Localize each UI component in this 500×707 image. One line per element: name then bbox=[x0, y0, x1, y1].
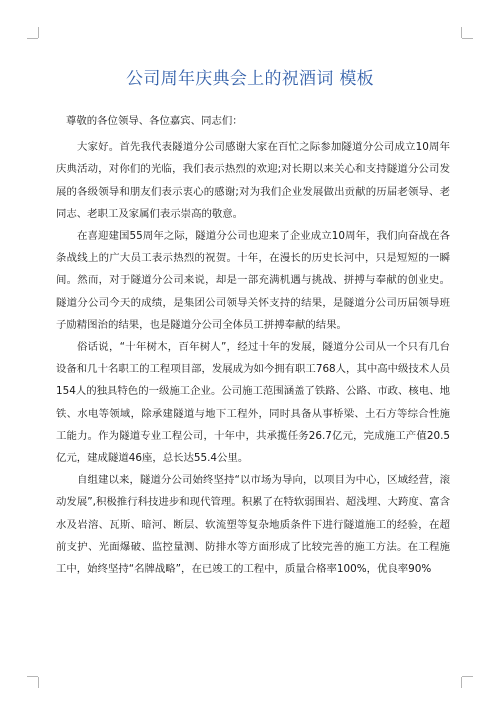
crop-mark-bottom-left-v bbox=[38, 677, 39, 688]
document-title: 公司周年庆典会上的祝酒词 模板 bbox=[126, 69, 374, 89]
crop-mark-top-right-h bbox=[462, 38, 473, 39]
crop-mark-top-left-v bbox=[38, 27, 39, 38]
crop-mark-top-left-h bbox=[27, 38, 38, 39]
crop-mark-top-right-v bbox=[461, 27, 462, 38]
document-body bbox=[56, 110, 450, 580]
crop-mark-bottom-right-h bbox=[462, 676, 473, 677]
greeting-line: 尊敬的各位领导、各位嘉宾、同志们： bbox=[66, 115, 243, 127]
crop-mark-bottom-left-h bbox=[27, 676, 38, 677]
paragraph-4: 自组建以来，隧道分公司始终坚持“以市场为导向，以项目为中心，区域经营，滚动发展”,积极推行科技进步和现代管理。积累了在特软弱围岩、超浅埋、大跨度、富含水及岩溶、瓦斯、暗河、断层、软流塑等复杂地质条件下进行隧道施工的经验，在超前支护、光面爆破、监控量测、防排水等方面形成了比较完善的施工方法。在工程施工中，始终坚持“名牌战略”，在已竣工的工程中，质量合格率100%，优良率90% bbox=[56, 474, 450, 576]
paragraph-3: 俗话说，“十年树木，百年树人”，经过十年的发展，隧道分公司从一个只有几台设备和几十名职工的工程项目部，发展成为如今拥有职工768人，其中高中级技术人员154人的独具特色的一级施工企业。公司施工范围涵盖了铁路、公路、市政、核电、地铁、水电等领域，除承建隧道与地下工程外，同时具备从事桥梁、土石方等综合性施工能力。作为隧道专业工程公司，十年中，共承揽任务26.7亿元，完成施工产值20.5亿元，建成隧道46座，总长达55.4公里。 bbox=[56, 341, 450, 465]
crop-mark-bottom-right-v bbox=[461, 677, 462, 688]
paragraph-1: 大家好。首先我代表隧道分公司感谢大家在百忙之际参加隧道分公司成立10周年庆典活动，对你们的光临，我们表示热烈的欢迎;对长期以来关心和支持隧道分公司发展的各级领导和朋友们表示衷心的感谢;对为我们企业发展做出贡献的历届老领导、老同志、老职工及家属们表示崇高的敬意。 bbox=[56, 141, 450, 220]
paragraph-2: 在喜迎建国55周年之际，隧道分公司也迎来了企业成立10周年，我们向奋战在各条战线上的广大员工表示热烈的祝贺。十年，在漫长的历史长河中，只是短短的一瞬间。然而，对于隧道分公司来说，却是一部充满机遇与挑战、拼搏与奉献的创业史。隧道分公司今天的成绩，是集团公司领导关怀支持的结果，是隧道分公司历届领导班子励精图治的结果，也是隧道分公司全体员工拼搏奉献的结果。 bbox=[56, 230, 450, 331]
